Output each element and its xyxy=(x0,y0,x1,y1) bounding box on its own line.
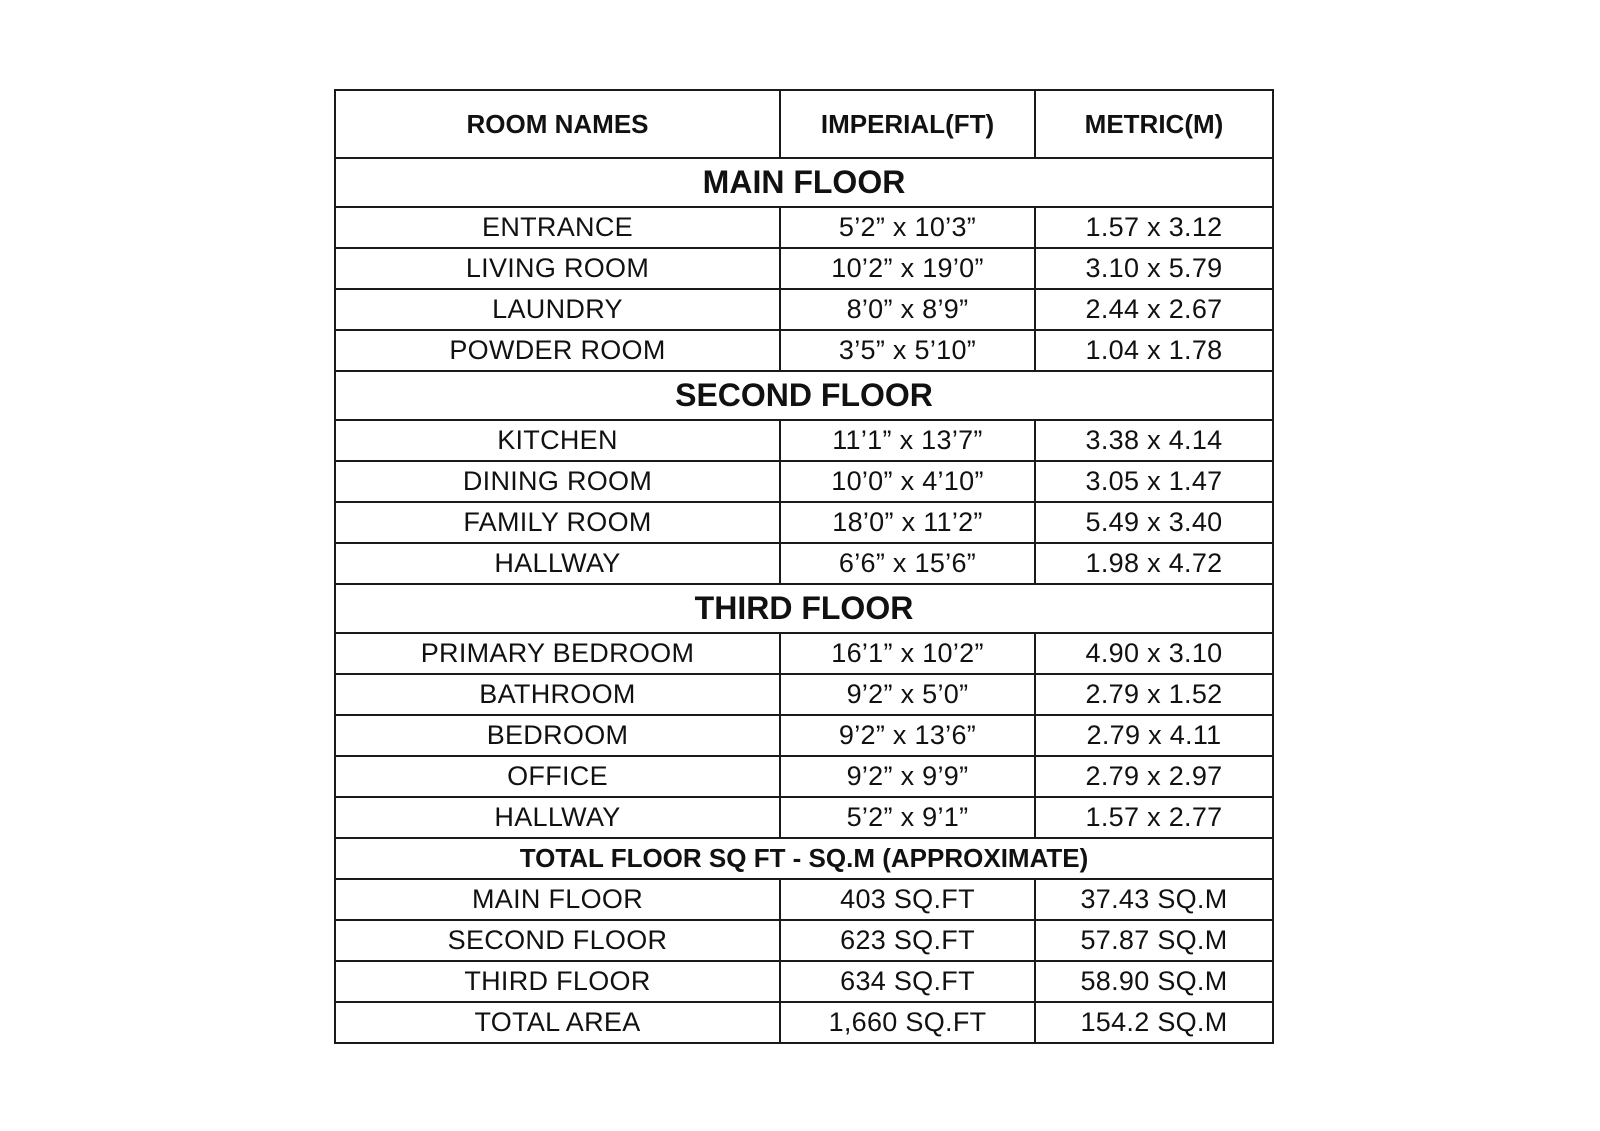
table-row xyxy=(335,633,1273,674)
table-row xyxy=(335,920,1273,961)
room-dimensions-table xyxy=(334,89,1274,1044)
floor-name: SECOND FLOOR xyxy=(335,920,780,961)
section-second-floor xyxy=(335,371,1273,420)
table-row xyxy=(335,756,1273,797)
table-row xyxy=(335,543,1273,584)
metric-value: 1.98 x 4.72 xyxy=(1035,543,1273,584)
section-third-floor xyxy=(335,584,1273,633)
metric-value: 1.57 x 3.12 xyxy=(1035,207,1273,248)
section-main-floor xyxy=(335,158,1273,207)
imperial-value: 16’1” x 10’2” xyxy=(780,633,1035,674)
table-row xyxy=(335,502,1273,543)
room-name: BEDROOM xyxy=(335,715,780,756)
metric-value: 3.05 x 1.47 xyxy=(1035,461,1273,502)
metric-value: 3.10 x 5.79 xyxy=(1035,248,1273,289)
table-row xyxy=(335,248,1273,289)
room-name: PRIMARY BEDROOM xyxy=(335,633,780,674)
room-name: HALLWAY xyxy=(335,797,780,838)
metric-value: 1.04 x 1.78 xyxy=(1035,330,1273,371)
table-row xyxy=(335,461,1273,502)
imperial-value: 5’2” x 9’1” xyxy=(780,797,1035,838)
metric-area: 58.90 SQ.M xyxy=(1035,961,1273,1002)
metric-value: 2.79 x 2.97 xyxy=(1035,756,1273,797)
section-title: TOTAL FLOOR SQ FT - SQ.M (APPROXIMATE) xyxy=(335,838,1273,879)
header-room-names: ROOM NAMES xyxy=(335,90,780,158)
table-row xyxy=(335,289,1273,330)
section-title: THIRD FLOOR xyxy=(335,584,1273,633)
imperial-value: 9’2” x 13’6” xyxy=(780,715,1035,756)
imperial-value: 10’2” x 19’0” xyxy=(780,248,1035,289)
metric-area: 154.2 SQ.M xyxy=(1035,1002,1273,1043)
metric-value: 5.49 x 3.40 xyxy=(1035,502,1273,543)
table-row xyxy=(335,207,1273,248)
metric-value: 3.38 x 4.14 xyxy=(1035,420,1273,461)
metric-value: 2.79 x 1.52 xyxy=(1035,674,1273,715)
section-title: MAIN FLOOR xyxy=(335,158,1273,207)
room-name: LIVING ROOM xyxy=(335,248,780,289)
section-total-floor-area xyxy=(335,838,1273,879)
imperial-value: 18’0” x 11’2” xyxy=(780,502,1035,543)
section-title: SECOND FLOOR xyxy=(335,371,1273,420)
metric-area: 37.43 SQ.M xyxy=(1035,879,1273,920)
imperial-area: 403 SQ.FT xyxy=(780,879,1035,920)
imperial-value: 9’2” x 9’9” xyxy=(780,756,1035,797)
room-name: HALLWAY xyxy=(335,543,780,584)
metric-value: 2.79 x 4.11 xyxy=(1035,715,1273,756)
room-name: FAMILY ROOM xyxy=(335,502,780,543)
room-name: DINING ROOM xyxy=(335,461,780,502)
room-name: OFFICE xyxy=(335,756,780,797)
metric-value: 2.44 x 2.67 xyxy=(1035,289,1273,330)
room-name: KITCHEN xyxy=(335,420,780,461)
imperial-area: 623 SQ.FT xyxy=(780,920,1035,961)
room-name: LAUNDRY xyxy=(335,289,780,330)
header-imperial: IMPERIAL(FT) xyxy=(780,90,1035,158)
imperial-value: 3’5” x 5’10” xyxy=(780,330,1035,371)
floor-name: TOTAL AREA xyxy=(335,1002,780,1043)
header-metric: METRIC(M) xyxy=(1035,90,1273,158)
table-row xyxy=(335,1002,1273,1043)
room-name: ENTRANCE xyxy=(335,207,780,248)
imperial-value: 8’0” x 8’9” xyxy=(780,289,1035,330)
table-row xyxy=(335,797,1273,838)
room-name: POWDER ROOM xyxy=(335,330,780,371)
imperial-value: 6’6” x 15’6” xyxy=(780,543,1035,584)
table-row xyxy=(335,715,1273,756)
imperial-value: 11’1” x 13’7” xyxy=(780,420,1035,461)
imperial-value: 9’2” x 5’0” xyxy=(780,674,1035,715)
floor-name: THIRD FLOOR xyxy=(335,961,780,1002)
imperial-area: 1,660 SQ.FT xyxy=(780,1002,1035,1043)
metric-value: 1.57 x 2.77 xyxy=(1035,797,1273,838)
room-name: BATHROOM xyxy=(335,674,780,715)
table-row xyxy=(335,674,1273,715)
table-row xyxy=(335,879,1273,920)
metric-area: 57.87 SQ.M xyxy=(1035,920,1273,961)
imperial-area: 634 SQ.FT xyxy=(780,961,1035,1002)
header-row xyxy=(335,90,1273,158)
table-row xyxy=(335,961,1273,1002)
floor-name: MAIN FLOOR xyxy=(335,879,780,920)
imperial-value: 10’0” x 4’10” xyxy=(780,461,1035,502)
metric-value: 4.90 x 3.10 xyxy=(1035,633,1273,674)
imperial-value: 5’2” x 10’3” xyxy=(780,207,1035,248)
table-row xyxy=(335,420,1273,461)
table-row xyxy=(335,330,1273,371)
